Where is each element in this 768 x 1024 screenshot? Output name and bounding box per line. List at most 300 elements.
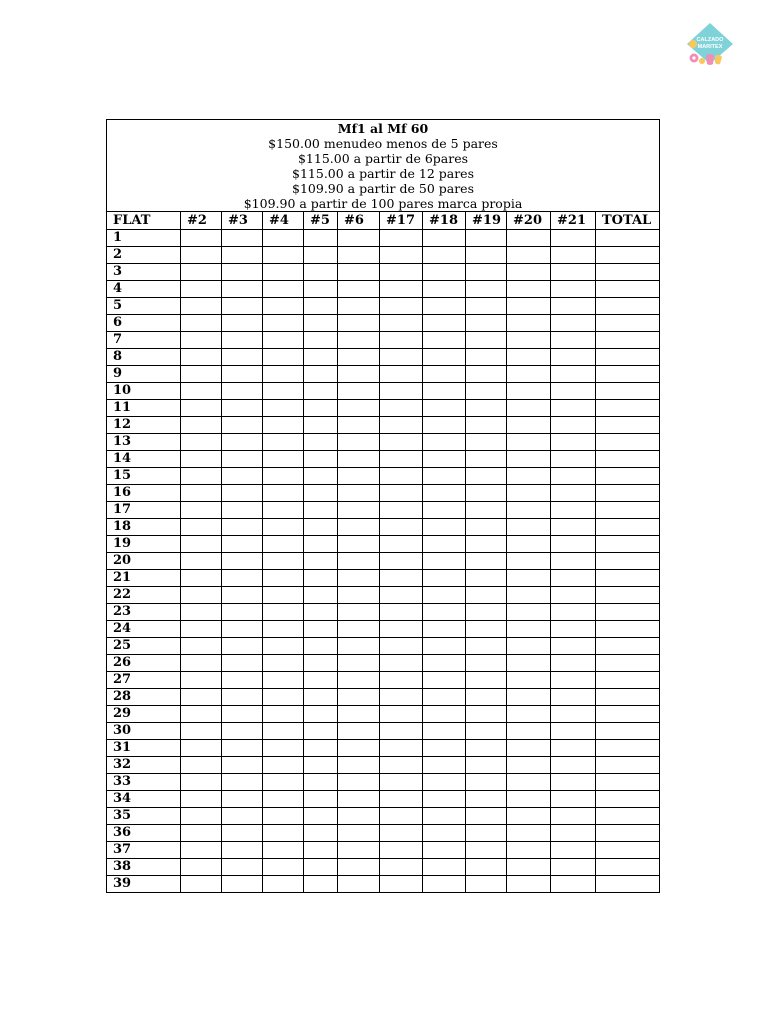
quantity-cell[interactable] (222, 740, 263, 757)
quantity-cell[interactable] (507, 672, 551, 689)
quantity-cell[interactable] (423, 298, 466, 315)
quantity-cell[interactable] (551, 791, 596, 808)
quantity-cell[interactable] (380, 672, 423, 689)
quantity-cell[interactable] (338, 400, 380, 417)
quantity-cell[interactable] (596, 842, 660, 859)
quantity-cell[interactable] (304, 808, 338, 825)
quantity-cell[interactable] (423, 604, 466, 621)
quantity-cell[interactable] (304, 689, 338, 706)
quantity-cell[interactable] (263, 570, 304, 587)
quantity-cell[interactable] (181, 723, 222, 740)
quantity-cell[interactable] (380, 366, 423, 383)
quantity-cell[interactable] (338, 536, 380, 553)
quantity-cell[interactable] (181, 604, 222, 621)
quantity-cell[interactable] (466, 502, 507, 519)
quantity-cell[interactable] (181, 553, 222, 570)
quantity-cell[interactable] (338, 604, 380, 621)
quantity-cell[interactable] (380, 808, 423, 825)
quantity-cell[interactable] (596, 434, 660, 451)
quantity-cell[interactable] (263, 451, 304, 468)
quantity-cell[interactable] (423, 485, 466, 502)
quantity-cell[interactable] (181, 774, 222, 791)
quantity-cell[interactable] (304, 876, 338, 893)
quantity-cell[interactable] (466, 672, 507, 689)
quantity-cell[interactable] (380, 519, 423, 536)
quantity-cell[interactable] (181, 417, 222, 434)
quantity-cell[interactable] (181, 570, 222, 587)
quantity-cell[interactable] (263, 655, 304, 672)
quantity-cell[interactable] (181, 689, 222, 706)
quantity-cell[interactable] (338, 315, 380, 332)
quantity-cell[interactable] (423, 281, 466, 298)
quantity-cell[interactable] (466, 383, 507, 400)
quantity-cell[interactable] (338, 655, 380, 672)
quantity-cell[interactable] (466, 400, 507, 417)
quantity-cell[interactable] (181, 366, 222, 383)
quantity-cell[interactable] (304, 638, 338, 655)
quantity-cell[interactable] (596, 859, 660, 876)
quantity-cell[interactable] (181, 655, 222, 672)
quantity-cell[interactable] (380, 638, 423, 655)
quantity-cell[interactable] (596, 553, 660, 570)
quantity-cell[interactable] (423, 621, 466, 638)
quantity-cell[interactable] (304, 859, 338, 876)
quantity-cell[interactable] (304, 621, 338, 638)
quantity-cell[interactable] (222, 451, 263, 468)
quantity-cell[interactable] (507, 689, 551, 706)
quantity-cell[interactable] (507, 808, 551, 825)
quantity-cell[interactable] (423, 400, 466, 417)
quantity-cell[interactable] (222, 706, 263, 723)
quantity-cell[interactable] (181, 264, 222, 281)
quantity-cell[interactable] (181, 859, 222, 876)
quantity-cell[interactable] (596, 536, 660, 553)
quantity-cell[interactable] (466, 451, 507, 468)
quantity-cell[interactable] (338, 570, 380, 587)
quantity-cell[interactable] (338, 247, 380, 264)
quantity-cell[interactable] (304, 587, 338, 604)
quantity-cell[interactable] (222, 672, 263, 689)
quantity-cell[interactable] (596, 519, 660, 536)
quantity-cell[interactable] (181, 434, 222, 451)
quantity-cell[interactable] (507, 723, 551, 740)
quantity-cell[interactable] (222, 349, 263, 366)
quantity-cell[interactable] (222, 315, 263, 332)
quantity-cell[interactable] (596, 417, 660, 434)
quantity-cell[interactable] (596, 638, 660, 655)
quantity-cell[interactable] (507, 587, 551, 604)
quantity-cell[interactable] (380, 859, 423, 876)
quantity-cell[interactable] (551, 468, 596, 485)
quantity-cell[interactable] (304, 723, 338, 740)
quantity-cell[interactable] (338, 706, 380, 723)
quantity-cell[interactable] (304, 298, 338, 315)
quantity-cell[interactable] (338, 230, 380, 247)
quantity-cell[interactable] (423, 417, 466, 434)
quantity-cell[interactable] (466, 587, 507, 604)
quantity-cell[interactable] (380, 706, 423, 723)
quantity-cell[interactable] (380, 502, 423, 519)
quantity-cell[interactable] (466, 621, 507, 638)
quantity-cell[interactable] (181, 740, 222, 757)
quantity-cell[interactable] (380, 876, 423, 893)
quantity-cell[interactable] (222, 230, 263, 247)
quantity-cell[interactable] (596, 502, 660, 519)
quantity-cell[interactable] (507, 468, 551, 485)
quantity-cell[interactable] (551, 808, 596, 825)
quantity-cell[interactable] (181, 332, 222, 349)
quantity-cell[interactable] (181, 383, 222, 400)
quantity-cell[interactable] (338, 876, 380, 893)
quantity-cell[interactable] (181, 247, 222, 264)
quantity-cell[interactable] (466, 604, 507, 621)
quantity-cell[interactable] (263, 689, 304, 706)
quantity-cell[interactable] (338, 774, 380, 791)
quantity-cell[interactable] (423, 468, 466, 485)
quantity-cell[interactable] (466, 774, 507, 791)
quantity-cell[interactable] (181, 451, 222, 468)
quantity-cell[interactable] (551, 366, 596, 383)
quantity-cell[interactable] (222, 774, 263, 791)
quantity-cell[interactable] (380, 553, 423, 570)
quantity-cell[interactable] (596, 655, 660, 672)
quantity-cell[interactable] (507, 502, 551, 519)
quantity-cell[interactable] (263, 842, 304, 859)
quantity-cell[interactable] (304, 383, 338, 400)
quantity-cell[interactable] (380, 740, 423, 757)
quantity-cell[interactable] (423, 451, 466, 468)
quantity-cell[interactable] (380, 655, 423, 672)
quantity-cell[interactable] (338, 825, 380, 842)
quantity-cell[interactable] (466, 757, 507, 774)
quantity-cell[interactable] (596, 740, 660, 757)
quantity-cell[interactable] (507, 315, 551, 332)
quantity-cell[interactable] (551, 247, 596, 264)
quantity-cell[interactable] (338, 434, 380, 451)
quantity-cell[interactable] (507, 825, 551, 842)
quantity-cell[interactable] (380, 604, 423, 621)
quantity-cell[interactable] (466, 519, 507, 536)
quantity-cell[interactable] (596, 281, 660, 298)
quantity-cell[interactable] (466, 417, 507, 434)
quantity-cell[interactable] (263, 502, 304, 519)
quantity-cell[interactable] (263, 332, 304, 349)
quantity-cell[interactable] (466, 842, 507, 859)
quantity-cell[interactable] (304, 434, 338, 451)
quantity-cell[interactable] (304, 757, 338, 774)
quantity-cell[interactable] (222, 502, 263, 519)
quantity-cell[interactable] (338, 298, 380, 315)
quantity-cell[interactable] (423, 383, 466, 400)
quantity-cell[interactable] (596, 808, 660, 825)
quantity-cell[interactable] (507, 349, 551, 366)
quantity-cell[interactable] (338, 468, 380, 485)
quantity-cell[interactable] (596, 332, 660, 349)
quantity-cell[interactable] (423, 655, 466, 672)
quantity-cell[interactable] (181, 519, 222, 536)
quantity-cell[interactable] (263, 791, 304, 808)
quantity-cell[interactable] (181, 298, 222, 315)
quantity-cell[interactable] (423, 808, 466, 825)
quantity-cell[interactable] (380, 247, 423, 264)
quantity-cell[interactable] (181, 502, 222, 519)
quantity-cell[interactable] (423, 315, 466, 332)
quantity-cell[interactable] (551, 774, 596, 791)
quantity-cell[interactable] (304, 791, 338, 808)
quantity-cell[interactable] (338, 366, 380, 383)
quantity-cell[interactable] (423, 536, 466, 553)
quantity-cell[interactable] (338, 332, 380, 349)
quantity-cell[interactable] (596, 757, 660, 774)
quantity-cell[interactable] (596, 604, 660, 621)
quantity-cell[interactable] (466, 247, 507, 264)
quantity-cell[interactable] (263, 519, 304, 536)
quantity-cell[interactable] (466, 332, 507, 349)
quantity-cell[interactable] (423, 689, 466, 706)
quantity-cell[interactable] (263, 383, 304, 400)
quantity-cell[interactable] (222, 825, 263, 842)
quantity-cell[interactable] (181, 230, 222, 247)
quantity-cell[interactable] (181, 468, 222, 485)
quantity-cell[interactable] (181, 400, 222, 417)
quantity-cell[interactable] (596, 468, 660, 485)
quantity-cell[interactable] (596, 876, 660, 893)
quantity-cell[interactable] (338, 621, 380, 638)
quantity-cell[interactable] (380, 315, 423, 332)
quantity-cell[interactable] (507, 638, 551, 655)
quantity-cell[interactable] (466, 876, 507, 893)
quantity-cell[interactable] (181, 842, 222, 859)
quantity-cell[interactable] (507, 298, 551, 315)
quantity-cell[interactable] (551, 349, 596, 366)
quantity-cell[interactable] (507, 451, 551, 468)
quantity-cell[interactable] (507, 859, 551, 876)
quantity-cell[interactable] (304, 740, 338, 757)
quantity-cell[interactable] (596, 247, 660, 264)
quantity-cell[interactable] (423, 859, 466, 876)
quantity-cell[interactable] (263, 723, 304, 740)
quantity-cell[interactable] (222, 485, 263, 502)
quantity-cell[interactable] (596, 689, 660, 706)
quantity-cell[interactable] (222, 247, 263, 264)
quantity-cell[interactable] (551, 655, 596, 672)
quantity-cell[interactable] (551, 332, 596, 349)
quantity-cell[interactable] (304, 672, 338, 689)
quantity-cell[interactable] (338, 281, 380, 298)
quantity-cell[interactable] (507, 366, 551, 383)
quantity-cell[interactable] (551, 536, 596, 553)
quantity-cell[interactable] (222, 757, 263, 774)
quantity-cell[interactable] (181, 672, 222, 689)
quantity-cell[interactable] (263, 757, 304, 774)
quantity-cell[interactable] (338, 757, 380, 774)
quantity-cell[interactable] (423, 519, 466, 536)
quantity-cell[interactable] (338, 587, 380, 604)
quantity-cell[interactable] (551, 315, 596, 332)
quantity-cell[interactable] (423, 740, 466, 757)
quantity-cell[interactable] (507, 383, 551, 400)
quantity-cell[interactable] (466, 434, 507, 451)
quantity-cell[interactable] (181, 349, 222, 366)
quantity-cell[interactable] (596, 774, 660, 791)
quantity-cell[interactable] (380, 298, 423, 315)
quantity-cell[interactable] (596, 230, 660, 247)
quantity-cell[interactable] (304, 536, 338, 553)
quantity-cell[interactable] (423, 366, 466, 383)
quantity-cell[interactable] (423, 349, 466, 366)
quantity-cell[interactable] (222, 383, 263, 400)
quantity-cell[interactable] (304, 366, 338, 383)
quantity-cell[interactable] (338, 417, 380, 434)
quantity-cell[interactable] (338, 842, 380, 859)
quantity-cell[interactable] (263, 621, 304, 638)
quantity-cell[interactable] (380, 264, 423, 281)
quantity-cell[interactable] (380, 451, 423, 468)
quantity-cell[interactable] (380, 349, 423, 366)
quantity-cell[interactable] (551, 553, 596, 570)
quantity-cell[interactable] (304, 281, 338, 298)
quantity-cell[interactable] (507, 621, 551, 638)
quantity-cell[interactable] (222, 587, 263, 604)
quantity-cell[interactable] (263, 247, 304, 264)
quantity-cell[interactable] (423, 876, 466, 893)
quantity-cell[interactable] (466, 468, 507, 485)
quantity-cell[interactable] (263, 400, 304, 417)
quantity-cell[interactable] (466, 655, 507, 672)
quantity-cell[interactable] (551, 859, 596, 876)
quantity-cell[interactable] (507, 400, 551, 417)
quantity-cell[interactable] (338, 689, 380, 706)
quantity-cell[interactable] (304, 553, 338, 570)
quantity-cell[interactable] (304, 230, 338, 247)
quantity-cell[interactable] (507, 842, 551, 859)
quantity-cell[interactable] (380, 332, 423, 349)
quantity-cell[interactable] (466, 349, 507, 366)
quantity-cell[interactable] (423, 672, 466, 689)
quantity-cell[interactable] (551, 689, 596, 706)
quantity-cell[interactable] (596, 485, 660, 502)
quantity-cell[interactable] (507, 876, 551, 893)
quantity-cell[interactable] (222, 842, 263, 859)
quantity-cell[interactable] (380, 689, 423, 706)
quantity-cell[interactable] (380, 587, 423, 604)
quantity-cell[interactable] (304, 332, 338, 349)
quantity-cell[interactable] (551, 281, 596, 298)
quantity-cell[interactable] (423, 587, 466, 604)
quantity-cell[interactable] (596, 587, 660, 604)
quantity-cell[interactable] (596, 570, 660, 587)
quantity-cell[interactable] (423, 638, 466, 655)
quantity-cell[interactable] (596, 264, 660, 281)
quantity-cell[interactable] (551, 672, 596, 689)
quantity-cell[interactable] (596, 825, 660, 842)
quantity-cell[interactable] (304, 400, 338, 417)
quantity-cell[interactable] (304, 247, 338, 264)
quantity-cell[interactable] (423, 332, 466, 349)
quantity-cell[interactable] (263, 434, 304, 451)
quantity-cell[interactable] (380, 434, 423, 451)
quantity-cell[interactable] (304, 655, 338, 672)
quantity-cell[interactable] (466, 808, 507, 825)
quantity-cell[interactable] (380, 383, 423, 400)
quantity-cell[interactable] (596, 791, 660, 808)
quantity-cell[interactable] (181, 621, 222, 638)
quantity-cell[interactable] (596, 383, 660, 400)
quantity-cell[interactable] (551, 383, 596, 400)
quantity-cell[interactable] (304, 502, 338, 519)
quantity-cell[interactable] (423, 570, 466, 587)
quantity-cell[interactable] (222, 876, 263, 893)
quantity-cell[interactable] (551, 876, 596, 893)
quantity-cell[interactable] (181, 808, 222, 825)
quantity-cell[interactable] (181, 587, 222, 604)
quantity-cell[interactable] (222, 808, 263, 825)
quantity-cell[interactable] (222, 570, 263, 587)
quantity-cell[interactable] (551, 825, 596, 842)
quantity-cell[interactable] (423, 247, 466, 264)
quantity-cell[interactable] (551, 298, 596, 315)
quantity-cell[interactable] (551, 570, 596, 587)
quantity-cell[interactable] (380, 400, 423, 417)
quantity-cell[interactable] (222, 723, 263, 740)
quantity-cell[interactable] (551, 434, 596, 451)
quantity-cell[interactable] (338, 264, 380, 281)
quantity-cell[interactable] (380, 842, 423, 859)
quantity-cell[interactable] (338, 349, 380, 366)
quantity-cell[interactable] (423, 434, 466, 451)
quantity-cell[interactable] (423, 791, 466, 808)
quantity-cell[interactable] (507, 757, 551, 774)
quantity-cell[interactable] (222, 536, 263, 553)
quantity-cell[interactable] (304, 349, 338, 366)
quantity-cell[interactable] (304, 519, 338, 536)
quantity-cell[interactable] (596, 621, 660, 638)
quantity-cell[interactable] (507, 434, 551, 451)
quantity-cell[interactable] (380, 485, 423, 502)
quantity-cell[interactable] (222, 655, 263, 672)
quantity-cell[interactable] (596, 315, 660, 332)
quantity-cell[interactable] (263, 706, 304, 723)
quantity-cell[interactable] (263, 638, 304, 655)
quantity-cell[interactable] (466, 536, 507, 553)
quantity-cell[interactable] (380, 281, 423, 298)
quantity-cell[interactable] (263, 587, 304, 604)
quantity-cell[interactable] (551, 587, 596, 604)
quantity-cell[interactable] (181, 315, 222, 332)
quantity-cell[interactable] (380, 417, 423, 434)
quantity-cell[interactable] (507, 485, 551, 502)
quantity-cell[interactable] (380, 536, 423, 553)
quantity-cell[interactable] (380, 791, 423, 808)
quantity-cell[interactable] (338, 740, 380, 757)
quantity-cell[interactable] (466, 706, 507, 723)
quantity-cell[interactable] (222, 298, 263, 315)
quantity-cell[interactable] (181, 825, 222, 842)
quantity-cell[interactable] (551, 723, 596, 740)
quantity-cell[interactable] (551, 757, 596, 774)
quantity-cell[interactable] (466, 281, 507, 298)
quantity-cell[interactable] (423, 553, 466, 570)
quantity-cell[interactable] (222, 332, 263, 349)
quantity-cell[interactable] (507, 281, 551, 298)
quantity-cell[interactable] (466, 570, 507, 587)
quantity-cell[interactable] (466, 825, 507, 842)
quantity-cell[interactable] (304, 451, 338, 468)
quantity-cell[interactable] (181, 638, 222, 655)
quantity-cell[interactable] (423, 230, 466, 247)
quantity-cell[interactable] (380, 230, 423, 247)
quantity-cell[interactable] (423, 757, 466, 774)
